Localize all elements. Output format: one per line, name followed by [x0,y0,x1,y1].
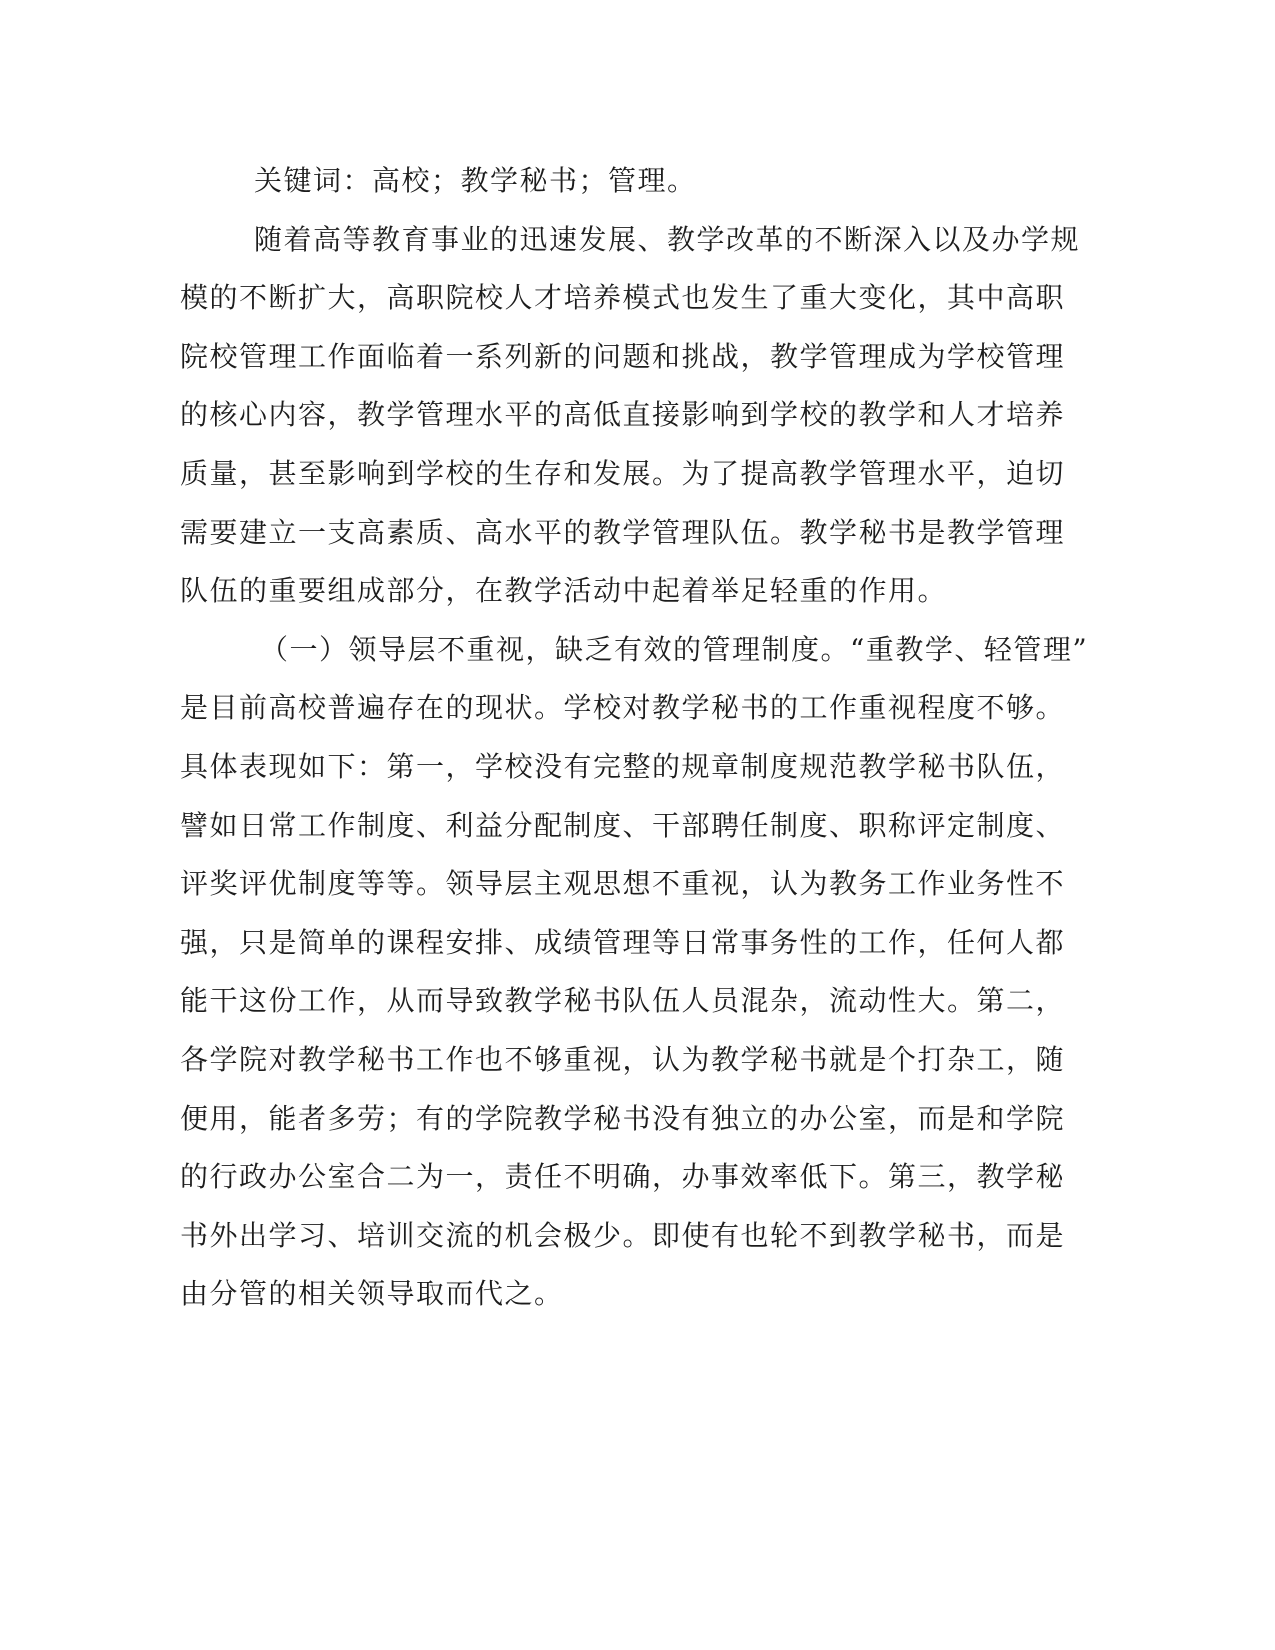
paragraph-2-line: 书外出学习、培训交流的机会极少。即使有也轮不到教学秘书，而是 [180,1218,1066,1252]
paragraph-2-line: 便用，能者多劳；有的学院教学秘书没有独立的办公室，而是和学院 [180,1101,1066,1135]
paragraph-2-line: 具体表现如下：第一，学校没有完整的规章制度规范教学秘书队伍， [180,749,1066,783]
paragraph-1-line: 模的不断扩大，高职院校人才培养模式也发生了重大变化，其中高职 [180,281,1066,315]
paragraph-2-line: 能干这份工作，从而导致教学秘书队伍人员混杂，流动性大。第二， [180,984,1066,1018]
keywords-line: 关键词：高校；教学秘书；管理。 [254,164,697,197]
paragraph-1-line: 质量，甚至影响到学校的生存和发展。为了提高教学管理水平，迫切 [180,456,1066,490]
paragraph-2-line: 由分管的相关领导取而代之。 [180,1277,564,1311]
document-body [180,152,1089,1324]
paragraph-2-line: 各学院对教学秘书工作也不够重视，认为教学秘书就是个打杂工，随 [180,1042,1066,1076]
paragraph-2-line: 譬如日常工作制度、利益分配制度、干部聘任制度、职称评定制度、 [180,808,1066,842]
section-1-heading-line: （一）领导层不重视，缺乏有效的管理制度。“重教学、轻管理” [260,632,1089,666]
paragraph-1-line: 院校管理工作面临着一系列新的问题和挑战，教学管理成为学校管理 [180,339,1066,373]
paragraph-1-line: 随着高等教育事业的迅速发展、教学改革的不断深入以及办学规 [254,222,1081,256]
paragraph-1-line: 需要建立一支高素质、高水平的教学管理队伍。教学秘书是教学管理 [180,515,1066,549]
paragraph-1-line: 的核心内容，教学管理水平的高低直接影响到学校的教学和人才培养 [180,398,1066,432]
paragraph-2-line: 的行政办公室合二为一，责任不明确，办事效率低下。第三，教学秘 [180,1160,1066,1194]
paragraph-2-line: 强，只是简单的课程安排、成绩管理等日常事务性的工作，任何人都 [180,925,1066,959]
paragraph-2-line: 评奖评优制度等等。领导层主观思想不重视，认为教务工作业务性不 [180,867,1066,901]
paragraph-1-line: 队伍的重要组成部分，在教学活动中起着举足轻重的作用。 [180,574,948,608]
paragraph-2-line: 是目前高校普遍存在的现状。学校对教学秘书的工作重视程度不够。 [180,691,1066,725]
